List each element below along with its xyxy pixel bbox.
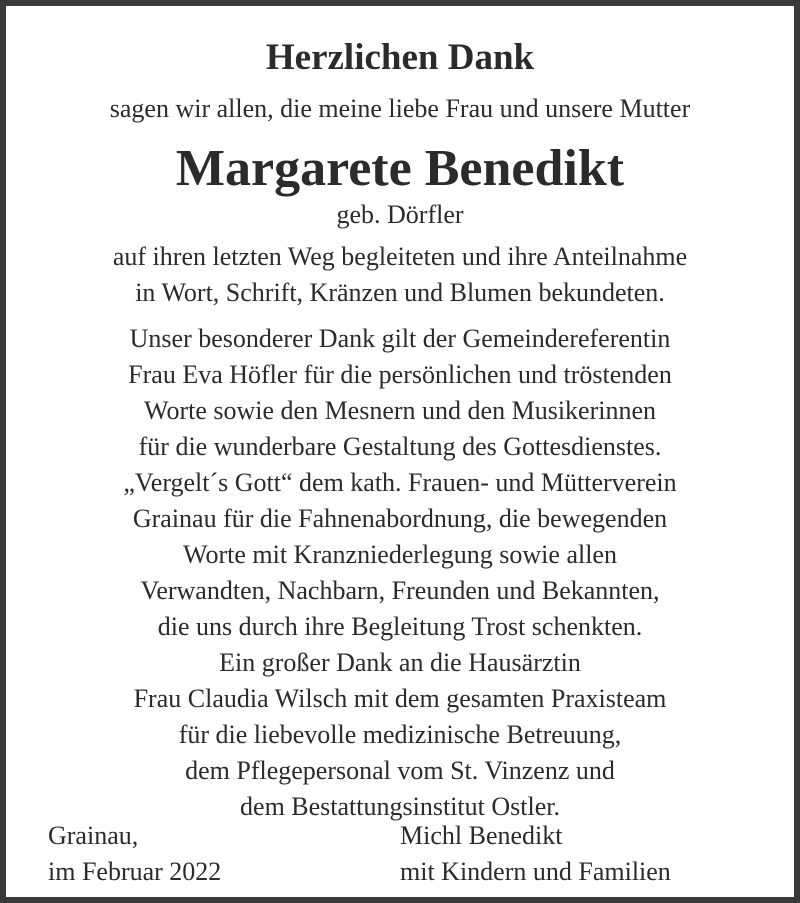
paragraph2-line: Grainau für die Fahnenabordnung, die bewegenden [132,504,668,533]
paragraph2-line: Worte sowie den Mesnern und den Musikerinnen [143,396,656,425]
paragraph2-line: Ein großer Dank an die Hausärztin [219,648,581,677]
deceased-name: Margarete Benedikt [175,140,625,197]
signature-family: mit Kindern und Familien [400,857,671,886]
paragraph2-line: die uns durch ihre Begleitung Trost schenkten. [157,612,643,641]
paragraph2-line: Unser besonderer Dank gilt der Gemeindereferentin [129,324,671,353]
paragraph2-line: „Vergelt´s Gott“ dem kath. Frauen- und Mütterverein [123,468,677,497]
paragraph2-line: Frau Eva Höfler für die persönlichen und tröstenden [128,360,672,389]
signature-date: im Februar 2022 [48,857,222,886]
birth-name: geb. Dörfler [336,200,464,229]
paragraph2-line: für die liebevolle medizinische Betreuung, [178,720,622,749]
paragraph2-line: Worte mit Kranzniederlegung sowie allen [183,540,617,569]
paragraph2-line: Verwandten, Nachbarn, Freunden und Bekannten, [140,576,660,605]
paragraph2-line: dem Pflegepersonal vom St. Vinzenz und [185,756,615,785]
paragraph1-line: in Wort, Schrift, Kränzen und Blumen bekundeten. [135,278,665,307]
signature-place: Grainau, [48,821,139,850]
paragraph2-line: dem Bestattungsinstitut Ostler. [240,792,560,821]
intro-line: sagen wir allen, die meine liebe Frau und unsere Mutter [109,94,691,123]
paragraph2-line: für die wunderbare Gestaltung des Gottesdienstes. [138,432,662,461]
notice-heading: Herzlichen Dank [265,37,535,78]
signature-name: Michl Benedikt [400,821,563,850]
paragraph2-line: Frau Claudia Wilsch mit dem gesamten Praxisteam [133,684,667,713]
paragraph1-line: auf ihren letzten Weg begleiteten und ihre Anteilnahme [112,242,688,271]
